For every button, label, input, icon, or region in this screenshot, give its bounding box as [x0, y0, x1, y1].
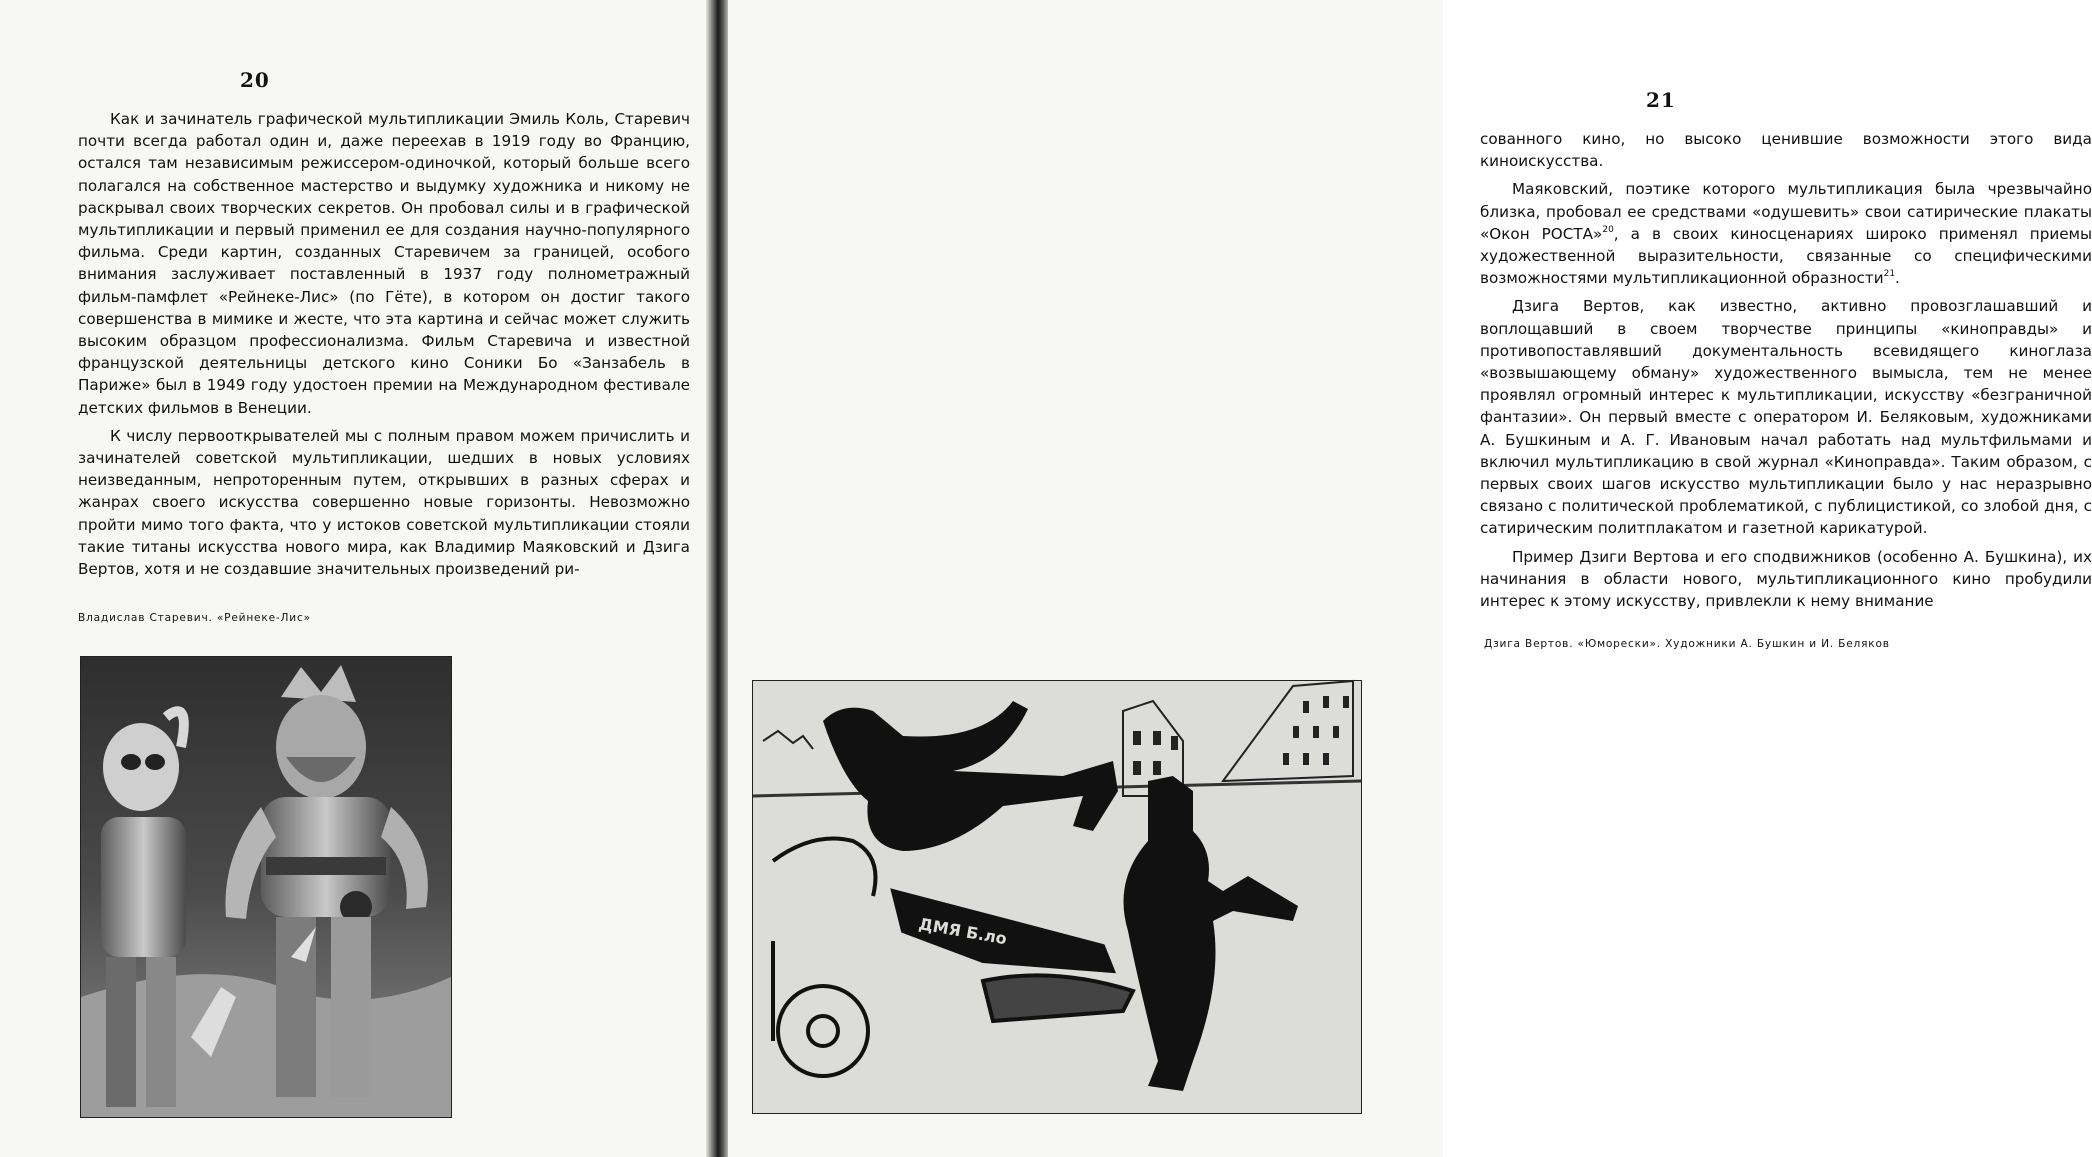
paragraph: Пример Дзиги Вертова и его сподвижников (особенно А. Бушкина), их начинания в области нового, мультипликационного кино пробудили интерес к этому искусству, привлекли к нему внимание	[1480, 547, 2092, 611]
motorcycle-lettering: ДМЯ Б.ло	[917, 914, 1009, 949]
paragraph-text: .	[1895, 269, 1900, 288]
figure-caption-right: Дзига Вертов. «Юморески». Художники А. Бушкин и И. Беляков	[1484, 638, 1890, 650]
page-number-left: 20	[240, 68, 270, 92]
figure-caption-left: Владислав Старевич. «Рейнеке-Лис»	[78, 612, 311, 624]
right-text-block	[1480, 128, 2092, 612]
illustration-humoresques	[752, 680, 1362, 1114]
drawing-svg	[753, 681, 1361, 1113]
footnote-ref-20: 20	[1602, 224, 1614, 235]
paragraph: К числу первооткрывателей мы с полным правом можем причислить и зачинателей советской мультипликации, шедших в новых условиях неизведанным, непроторенным путем, открывших в разных сферах и жанрах своего искусства совершенно новые горизонты. Невозможно пройти мимо того факта, что у истоков советской мультипликации стояли такие титаны искусства нового мира, как Владимир Маяковский и Дзига Вертов, хотя и не создавшие значительных произведений ри-	[78, 426, 690, 579]
paragraph: Дзига Вертов, как известно, активно провозглашавший и воплощавший в своем творчестве принципы «киноправды» и противопоставлявший документальность всевидящего киноглаза «возвышающему обману» художественного вымысла, тем не менее проявлял огромный интерес к мультипликации, искусству «безграничной фантазии». Он первый вместе с оператором И. Беляковым, художниками А. Бушкиным и А. Г. Ивановым начал работать над мультфильмами и включил мультипликацию в свой журнал «Киноправда». Таким образом, с первых своих шагов искусство мультипликации было у нас неразрывно связано с политической проблематикой, с публицистикой, со злобой дня, с сатирическим политплакатом и газетной карикатурой.	[1480, 297, 2092, 538]
left-text-block	[78, 108, 690, 580]
left-page	[0, 0, 712, 1157]
paragraph: Как и зачинатель графической мультипликации Эмиль Коль, Старевич почти всегда работал один и, даже переехав в 1919 году во Францию, остался там независимым режиссером-одиночкой, который больше всего полагался на собственное мастерство и выдумку художника и никому не раскрывал своих творческих секретов. Он пробовал силы и в графической мультипликации и первый применил ее для создания научно-популярного фильма. Среди картин, созданных Старевичем за границей, особого внимания заслуживает поставленный в 1937 году полнометражный фильм-памфлет «Рейнеке-Лис» (по Гёте), в котором он достиг такого совершенства в мимике и жесте, что эта картина и сейчас может служить высоким образцом профессионализма. Фильм Старевича и известной французской деятельницы детского кино Соники Бо «Занзабель в Париже» был в 1949 году удостоен премии на Международном фестивале детских фильмов в Венеции.	[78, 110, 690, 417]
footnote-ref-21: 21	[1883, 269, 1896, 280]
paragraph	[1480, 178, 2092, 289]
paragraph-text: , а в своих киносценариях широко применял приемы художественной выразительности, связанные со специфическими возможностями мультипликационной образности	[1480, 224, 2092, 288]
paragraph-text: Маяковский, поэтике которого мультипликация была чрезвычайно близка, пробовал ее средствами «одушевить» свои сатирические плакаты «Окон РОСТА»	[1480, 180, 2092, 243]
illustration-reineke-fox	[80, 656, 452, 1118]
book-gutter	[706, 0, 730, 1157]
puppet-photo-svg	[81, 657, 451, 1117]
paragraph: сованного кино, но высоко ценившие возможности этого вида киноискусства.	[1480, 130, 2092, 171]
page-number-right: 21	[1646, 88, 1676, 112]
hill-shape	[81, 974, 451, 1117]
